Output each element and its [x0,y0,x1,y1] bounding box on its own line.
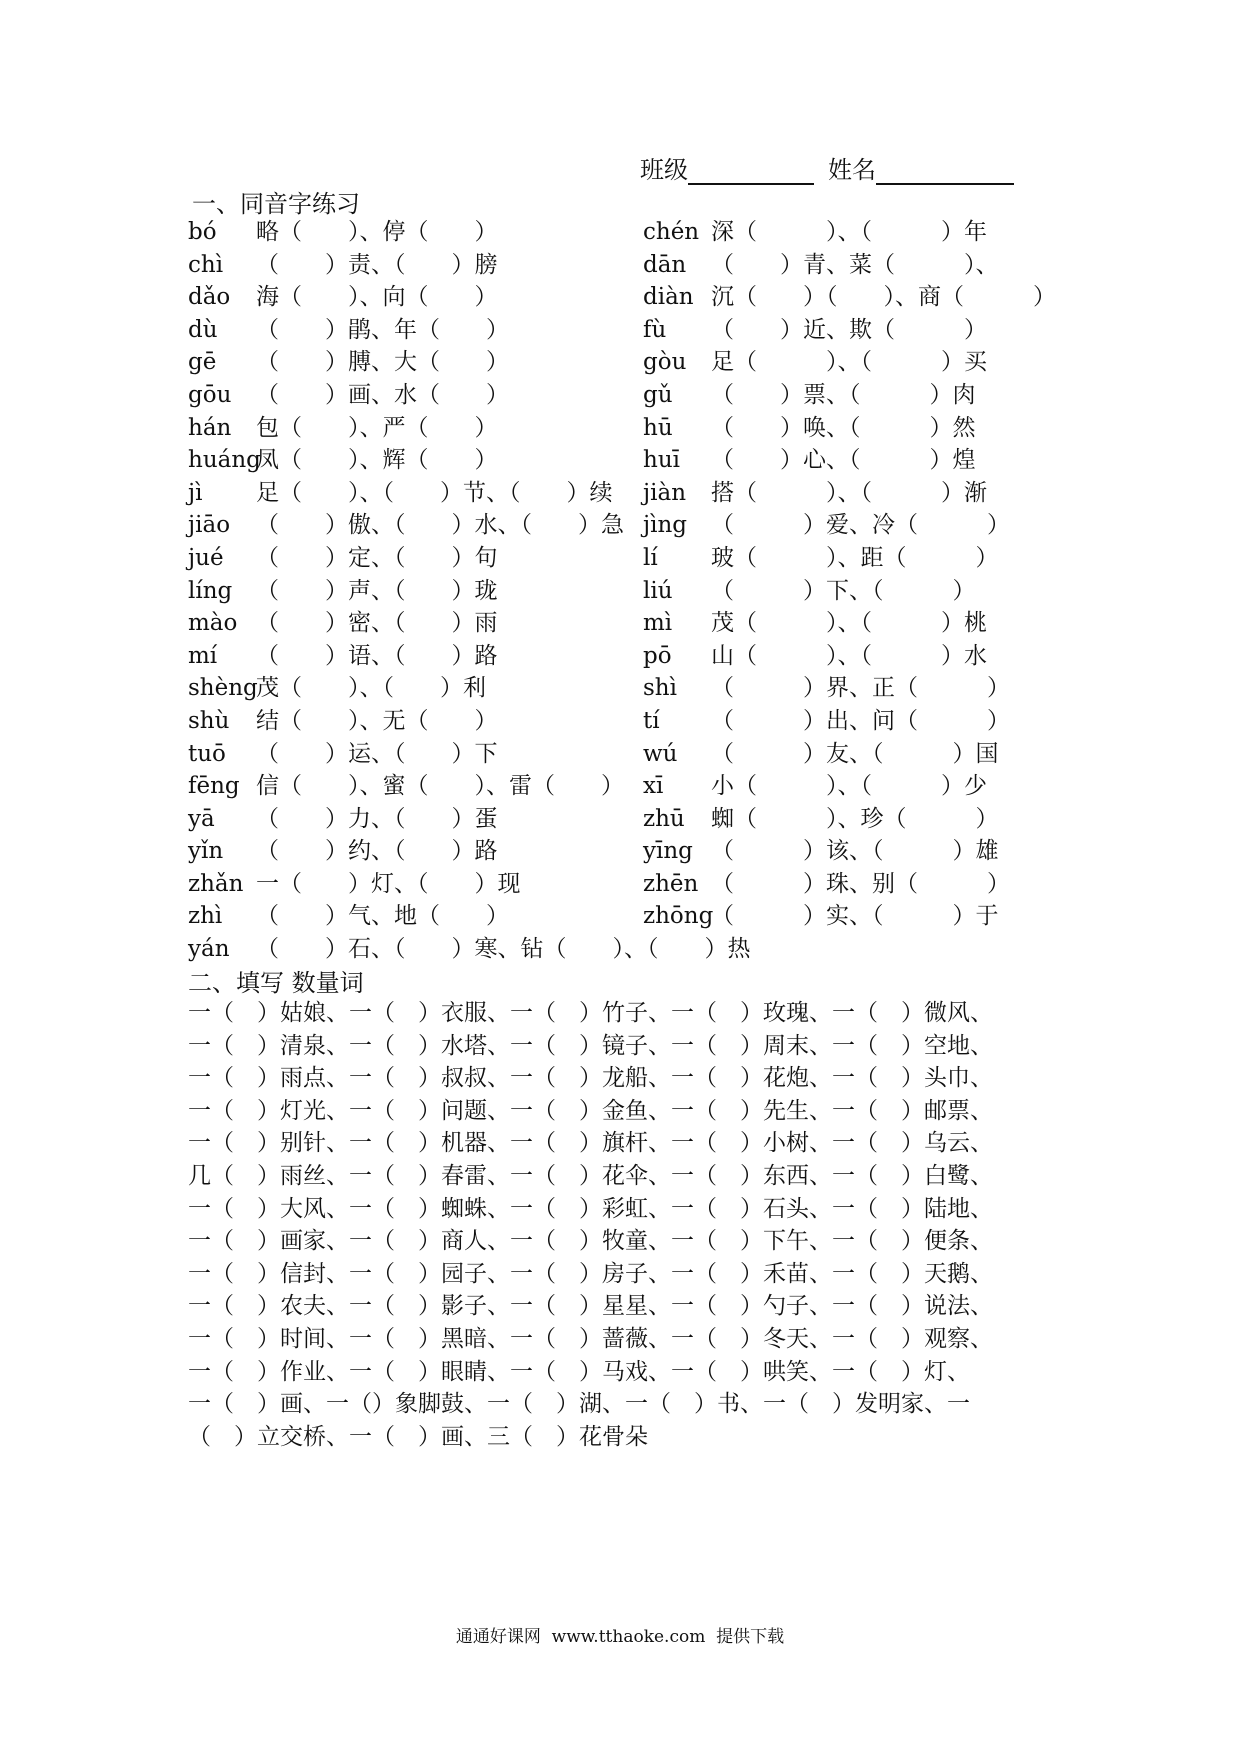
pinyin: lí [643,544,658,571]
fill-blank-words[interactable]: （ ）画、水（ ） [256,381,509,408]
homophone-row [188,379,1068,412]
homophone-item [188,346,643,379]
measure-word-line[interactable]: 一（ ）时间、一（ ）黑暗、一（ ）蔷薇、一（ ）冬天、一（ ）观察、 [188,1325,993,1352]
fill-blank-words[interactable]: （ ）票、（ ）肉 [711,381,976,408]
homophone-row [188,933,1068,966]
fill-blank-words[interactable]: （ ）青、菜（ ）、 [711,251,999,278]
class-blank[interactable] [688,157,814,185]
homophone-row [188,900,1068,933]
homophone-item [643,770,1068,803]
pinyin: gòu [643,349,687,376]
fill-blank-words[interactable]: （ ）约、（ ）路 [256,838,498,865]
pinyin: shèng [188,675,258,702]
pinyin: dǎo [188,284,231,311]
fill-blank-words[interactable]: （ ）气、地（ ） [256,903,509,930]
homophone-row [188,346,1068,379]
fill-blank-words[interactable]: 足（ ）、（ ）买 [711,349,987,376]
homophone-item [188,835,643,868]
homophone-item [188,314,643,347]
pinyin: yā [188,805,215,832]
fill-blank-words[interactable]: （ ）下、（ ） [711,577,976,604]
fill-blank-words[interactable]: （ ）力、（ ）蛋 [256,805,498,832]
homophone-item [188,379,643,412]
name-blank[interactable] [876,157,1014,185]
measure-word-line[interactable]: 一（ ）信封、一（ ）园子、一（ ）房子、一（ ）禾苗、一（ ）天鹅、 [188,1260,993,1287]
homophone-item [643,575,1068,608]
homophone-item [643,803,1068,836]
fill-blank-words[interactable]: 深（ ）、（ ）年 [711,219,987,245]
fill-blank-words[interactable]: 略（ ）、停（ ） [256,219,498,245]
homophone-item [643,900,1068,933]
homophone-item [188,444,643,477]
homophone-item [188,738,643,771]
fill-blank-words[interactable]: （ ）该、（ ）雄 [711,838,999,865]
pinyin: dù [188,316,218,343]
pinyin: dān [643,251,687,278]
pinyin: chén [643,219,700,245]
measure-word-exercise [188,997,1068,1453]
fill-blank-words[interactable]: （ ）膊、大（ ） [256,349,509,376]
pinyin: jué [188,544,224,571]
pinyin: zhǎn [188,870,244,897]
homophone-item [643,281,1068,314]
homophone-item [643,607,1068,640]
fill-blank-words[interactable]: （ ）鹃、年（ ） [256,316,509,343]
homophone-item [188,803,643,836]
fill-blank-words[interactable]: 搭（ ）、（ ）渐 [711,479,987,506]
measure-word-line[interactable]: 几（ ）雨丝、一（ ）春雷、一（ ）花伞、一（ ）东西、一（ ）白鹭、 [188,1162,993,1189]
measure-word-line[interactable]: 一（ ）清泉、一（ ）水塔、一（ ）镜子、一（ ）周末、一（ ）空地、 [188,1032,993,1059]
section2-title: 二、填写 数量词 [188,969,364,997]
homophone-item [643,509,1068,542]
class-label: 班级 [640,156,688,184]
fill-blank-words[interactable]: （ ）语、（ ）路 [256,642,498,669]
fill-blank-words[interactable]: （ ）密、（ ）雨 [256,610,498,637]
homophone-item [188,249,643,282]
pinyin: hán [188,414,232,441]
fill-blank-words[interactable]: 小（ ）、（ ）少 [711,773,987,800]
pinyin: liú [643,577,673,604]
homophone-row [188,738,1068,771]
measure-word-line[interactable]: 一（ ）别针、一（ ）机器、一（ ）旗杆、一（ ）小树、一（ ）乌云、 [188,1130,993,1157]
pinyin: shì [643,675,677,702]
homophone-item [643,379,1068,412]
homophone-item [188,477,643,510]
homophone-row [188,868,1068,901]
homophone-row [188,444,1068,477]
measure-word-line[interactable]: 一（ ）大风、一（ ）蜘蛛、一（ ）彩虹、一（ ）石头、一（ ）陆地、 [188,1195,993,1222]
homophone-row [188,835,1068,868]
measure-word-line[interactable]: 一（ ）作业、一（ ）眼睛、一（ ）马戏、一（ ）哄笑、一（ ）灯、 [188,1358,970,1385]
section1-title: 一、同音字练习 [192,190,360,218]
homophone-row [188,281,1068,314]
pinyin: diàn [643,284,694,311]
pinyin: tí [643,707,660,734]
pinyin: bó [188,219,217,245]
pinyin: jiāo [188,512,231,539]
homophone-item [643,346,1068,379]
pinyin: yǐn [188,838,224,865]
fill-blank-words[interactable]: （ ）唤、（ ）然 [711,414,976,441]
pinyin: jì [188,479,203,506]
fill-blank-words[interactable]: 山（ ）、（ ）水 [711,642,987,669]
fill-blank-words[interactable]: 沉（ ）（ ）、商（ ） [711,284,1056,311]
homophone-row [188,672,1068,705]
pinyin: shù [188,707,230,734]
fill-blank-words[interactable]: （ ）石、（ ）寒、钻（ ）、（ ）热 [256,936,751,963]
fill-blank-words[interactable]: （ ）界、正（ ） [711,675,1010,702]
homophone-item [643,738,1068,771]
homophone-row [188,575,1068,608]
fill-blank-words[interactable]: （ ）爱、冷（ ） [711,512,1010,539]
pinyin: zhì [188,903,223,930]
homophone-item [643,216,1068,249]
fill-blank-words[interactable]: 海（ ）、向（ ） [256,284,498,311]
homophone-item [188,281,643,314]
pinyin: huī [643,447,680,474]
fill-blank-words[interactable]: 茂（ ）、（ ）利 [256,675,486,702]
homophone-item [643,249,1068,282]
homophone-item [643,444,1068,477]
fill-blank-words[interactable]: 凤（ ）、辉（ ） [256,447,498,474]
homophone-item [643,672,1068,705]
pinyin: hū [643,414,673,441]
homophone-row [188,640,1068,673]
measure-word-line[interactable]: 一（ ）灯光、一（ ）问题、一（ ）金鱼、一（ ）先生、一（ ）邮票、 [188,1097,993,1124]
homophone-item [643,477,1068,510]
pinyin: jiàn [643,479,687,506]
fill-blank-words[interactable]: 包（ ）、严（ ） [256,414,498,441]
pinyin: jìng [643,512,688,539]
pinyin: pō [643,642,672,669]
homophone-item [643,705,1068,738]
homophone-item [188,705,643,738]
pinyin: yīng [643,838,693,865]
fill-blank-words[interactable]: 结（ ）、无（ ） [256,707,498,734]
homophone-exercise [188,216,1068,966]
homophone-item [188,868,643,901]
homophone-item [188,607,643,640]
homophone-row [188,509,1068,542]
footer-source: 通通好课网 www.tthaoke.com 提供下载 [455,1627,785,1647]
homophone-item [188,575,643,608]
homophone-item [643,640,1068,673]
homophone-item [643,868,1068,901]
pinyin: fēng [188,773,240,800]
homophone-item [188,216,643,249]
name-label: 姓名 [828,156,876,184]
homophone-item [188,770,643,803]
fill-blank-words[interactable]: 一（ ）灯、（ ）现 [256,870,521,897]
homophone-item [188,542,643,575]
homophone-row [188,542,1068,575]
homophone-item [643,314,1068,347]
pinyin: yán [188,936,230,963]
homophone-row [188,705,1068,738]
fill-blank-words[interactable]: （ ）出、问（ ） [711,707,1010,734]
fill-blank-words[interactable]: （ ）近、欺（ ） [711,316,987,343]
homophone-row [188,770,1068,803]
homophone-item [188,412,643,445]
measure-word-line[interactable]: 一（ ）画家、一（ ）商人、一（ ）牧童、一（ ）下午、一（ ）便条、 [188,1228,993,1255]
pinyin: tuō [188,740,226,767]
pinyin: mì [643,610,673,637]
pinyin: mào [188,610,238,637]
pinyin: fù [643,316,667,343]
fill-blank-words[interactable]: （ ）声、（ ）珑 [256,577,498,604]
fill-blank-words[interactable]: （ ）心、（ ）煌 [711,447,976,474]
pinyin: wú [643,740,678,767]
homophone-row [188,249,1068,282]
fill-blank-words[interactable]: 蜘（ ）、珍（ ） [711,805,999,832]
fill-blank-words[interactable]: （ ）珠、别（ ） [711,870,1010,897]
measure-word-line[interactable]: 一（ ）雨点、一（ ）叔叔、一（ ）龙船、一（ ）花炮、一（ ）头巾、 [188,1065,993,1092]
homophone-row [188,803,1068,836]
fill-blank-words[interactable]: （ ）运、（ ）下 [256,740,498,767]
pinyin: gōu [188,381,232,408]
fill-blank-words[interactable]: （ ）定、（ ）句 [256,544,498,571]
homophone-item [188,933,1068,966]
homophone-item [188,672,643,705]
fill-blank-words[interactable]: （ ）友、（ ）国 [711,740,999,767]
class-name-fields [640,150,1014,185]
pinyin: xī [643,773,664,800]
measure-word-line[interactable]: 一（ ）农夫、一（ ）影子、一（ ）星星、一（ ）勺子、一（ ）说法、 [188,1293,993,1320]
fill-blank-words[interactable]: 玻（ ）、距（ ） [711,544,999,571]
measure-word-line[interactable]: 一（ ）画、一（）象脚鼓、一（ ）湖、一（ ）书、一（ ）发明家、一 [188,1391,970,1418]
pinyin: gē [188,349,217,376]
fill-blank-words[interactable]: （ ）责、（ ）膀 [256,251,498,278]
pinyin: zhēn [643,870,699,897]
pinyin: chì [188,251,224,278]
homophone-item [188,640,643,673]
fill-blank-words[interactable]: （ ）傲、（ ）水、（ ）急 [256,512,624,539]
fill-blank-words[interactable]: 茂（ ）、（ ）桃 [711,610,987,637]
homophone-row [188,314,1068,347]
homophone-row [188,607,1068,640]
fill-blank-words[interactable]: 足（ ）、（ ）节、（ ）续 [256,479,613,506]
homophone-item [188,509,643,542]
measure-word-line[interactable]: （ ）立交桥、一（ ）画、三（ ）花骨朵 [188,1423,648,1450]
homophone-item [188,900,643,933]
pinyin: huáng [188,447,261,474]
pinyin: líng [188,577,233,604]
fill-blank-words[interactable]: 信（ ）、蜜（ ）、雷（ ） [256,773,624,800]
pinyin: zhōng [643,903,714,930]
pinyin: zhū [643,805,685,832]
fill-blank-words[interactable]: （ ）实、（ ）于 [711,903,999,930]
pinyin: gǔ [643,381,673,408]
measure-word-line[interactable]: 一（ ）姑娘、一（ ）衣服、一（ ）竹子、一（ ）玫瑰、一（ ）微风、 [188,1000,993,1026]
homophone-row [188,477,1068,510]
homophone-row [188,216,1068,249]
homophone-item [643,542,1068,575]
homophone-item [643,835,1068,868]
homophone-row [188,412,1068,445]
homophone-item [643,412,1068,445]
pinyin: mí [188,642,218,669]
